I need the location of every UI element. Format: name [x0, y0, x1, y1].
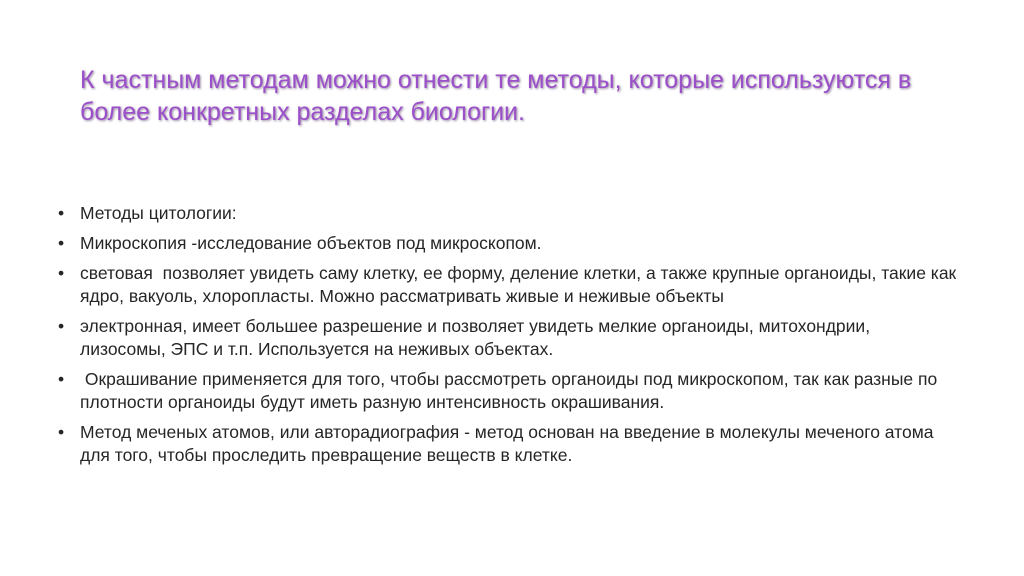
- list-item: [58, 232, 958, 255]
- list-item: [58, 202, 958, 225]
- bullet-icon: •: [58, 422, 65, 442]
- slide-title: К частным методам можно отнести те методы, которые используются в более конкретных разделах биологии.: [80, 66, 912, 126]
- bullet-icon: •: [58, 263, 65, 283]
- list-item-text: электронная, имеет большее разрешение и позволяет увидеть мелкие органоиды, митохондрии, лизосомы, ЭПС и т.п. Используется на неживых объектах.: [80, 316, 875, 359]
- list-item-text: Окрашивание применяется для того, чтобы рассмотреть органоиды под микроскопом, так как разные по плотности органоиды будут иметь разную интенсивность окрашивания.: [80, 369, 943, 412]
- list-item-text: Методы цитологии:: [80, 203, 237, 223]
- bullet-icon: •: [58, 316, 65, 336]
- list-item-text: световая позволяет увидеть саму клетку, ее форму, деление клетки, а также крупные органоиды, такие как ядро, вакуоль, хлоропласты. Можно рассматривать живые и неживые объекты: [80, 263, 962, 306]
- list-item-text: Микроскопия -исследование объектов под микроскопом.: [80, 233, 542, 253]
- list-item: [58, 368, 958, 414]
- list-item: [58, 421, 958, 467]
- list-item: [58, 315, 958, 361]
- list-item-text: Метод меченых атомов, или авторадиография - метод основан на введение в молекулы меченого атома для того, чтобы проследить превращение веществ в клетке.: [80, 422, 939, 465]
- bullet-icon: •: [58, 233, 65, 253]
- bullet-icon: •: [58, 369, 65, 389]
- bullet-list: [58, 202, 962, 474]
- list-item: [58, 262, 962, 308]
- bullet-icon: •: [58, 203, 65, 223]
